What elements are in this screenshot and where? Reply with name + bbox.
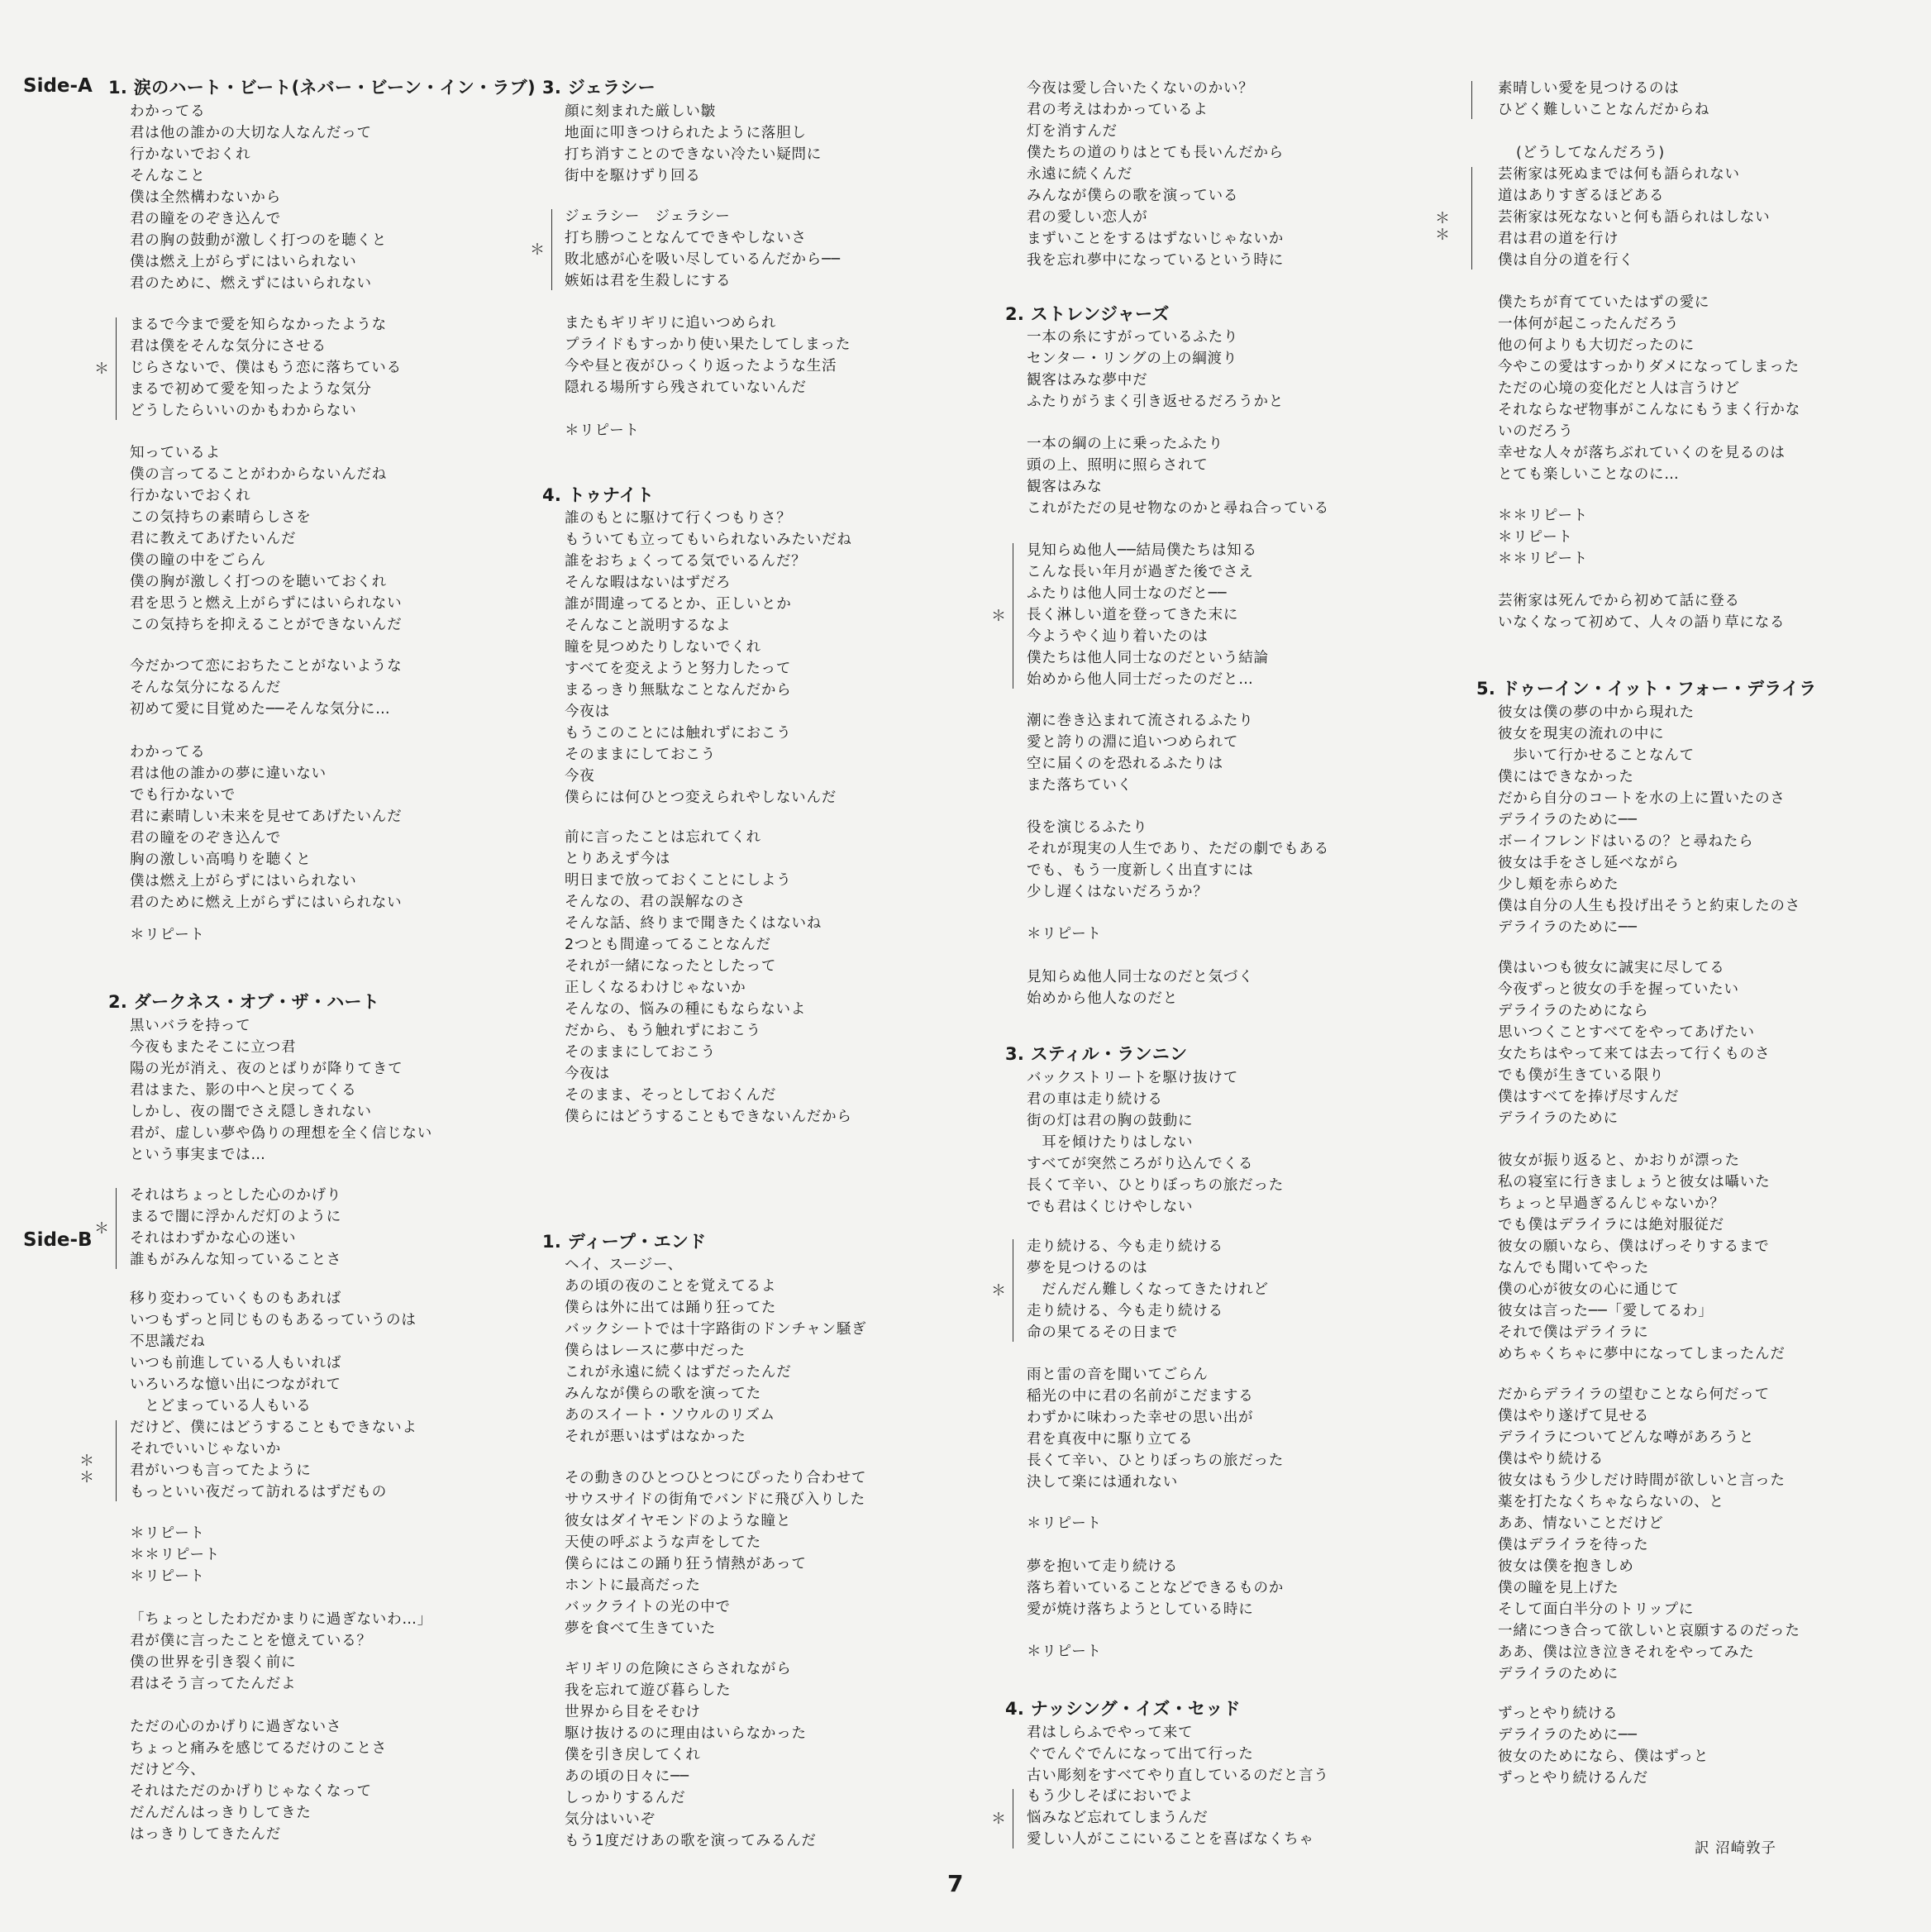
lyric-line: いのだろう	[1498, 423, 1574, 440]
lyric-line: また落ちていく	[1027, 777, 1132, 794]
lyric-line: 君のために燃え上がらずにはいられない	[130, 894, 403, 911]
lyric-line: もういても立ってもいられないみたいだね	[565, 532, 852, 548]
lyric-line: 君の胸の鼓動が激しく打つのを聴くと	[130, 232, 388, 249]
lyric-line: 道はありすぎるほどある	[1498, 188, 1665, 204]
lyric-line: 長く淋しい道を登ってきた末に	[1027, 607, 1239, 623]
lyric-line: だけど、僕にはどうすることもできないよ	[130, 1419, 417, 1436]
lyric-line: これがただの見せ物なのかと尋ね合っている	[1027, 500, 1329, 517]
lyric-line: 少し頬を赤らめた	[1498, 876, 1619, 893]
lyric-line: 君の瞳をのぞき込んで	[130, 830, 281, 847]
lyric-line: それはわずかな心の迷い	[130, 1230, 297, 1247]
lyric-line: いろいろな憶い出につながれて	[130, 1376, 341, 1393]
lyric-line: 僕たちが育てていたはずの愛に	[1498, 294, 1710, 311]
lyric-line: 役を演じるふたり	[1027, 819, 1148, 836]
lyric-line: それが一緒になったとしたって	[565, 958, 777, 975]
lyric-line: 彼女を現実の流れの中に	[1498, 726, 1665, 742]
lyric-line: みんなが僕らの歌を演っている	[1027, 188, 1239, 204]
lyric-line: 見知らぬ他人同士なのだと気づく	[1027, 969, 1254, 985]
lyric-line: 始めから他人同士だったのだと…	[1027, 671, 1254, 688]
lyric-line: 走り続ける、今も走り続ける	[1027, 1303, 1223, 1319]
lyric-line: ちょっと痛みを感じてるだけのことさ	[130, 1740, 388, 1757]
lyric-line: もうこのことには触れずにおこう	[565, 725, 792, 742]
lyric-line: 僕は自分の人生も投げ出そうと約束したのさ	[1498, 898, 1800, 914]
lyric-line: 隠れる場所すら残されていないんだ	[565, 379, 807, 396]
lyric-line: 今夜ずっと彼女の手を握っていたい	[1498, 981, 1739, 998]
lyric-line: それはちょっとした心のかげり	[130, 1187, 342, 1204]
lyric-line: あの頃の日々に──	[565, 1768, 689, 1785]
lyric-line: 今夜	[565, 768, 595, 785]
chorus-bracket	[1471, 81, 1472, 119]
lyric-line: いつも前進している人もいれば	[130, 1355, 342, 1371]
lyric-line: ＊リピート	[130, 927, 205, 943]
lyric-line: デライラのために	[1498, 1110, 1619, 1127]
lyric-line: 素晴しい愛を見つけるのは	[1498, 80, 1680, 97]
lyric-line: ずっとやり続けるんだ	[1498, 1770, 1648, 1787]
lyric-line: 歩いて行かせることなんて	[1498, 747, 1695, 764]
lyric-line: そのままにしておこう	[565, 1044, 716, 1061]
lyric-line: 瞳を見つめたりしないでくれ	[565, 639, 761, 656]
lyric-line: ホントに最高だった	[565, 1577, 701, 1594]
lyric-line: でも行かないで	[130, 787, 236, 804]
lyric-line: ああ、情ないことだけど	[1498, 1515, 1664, 1532]
lyric-line: ＊リピート	[1027, 1643, 1102, 1660]
chorus-bracket	[116, 1420, 117, 1501]
lyric-line: ふたりがうまく引き返せるだろうかと	[1027, 394, 1285, 410]
lyric-line: 女たちはやって来ては去って行くものさ	[1498, 1046, 1771, 1062]
lyric-line: 君の車は走り続ける	[1027, 1091, 1163, 1108]
chorus-marker: ＊	[530, 241, 545, 259]
song-title: 4. ナッシング・イズ・セッド	[1005, 1699, 1241, 1719]
lyric-line: 前に言ったことは忘れてくれ	[565, 829, 761, 846]
lyric-line: 夢を抱いて走り続ける	[1027, 1558, 1178, 1575]
lyric-line: 2つとも間違ってることなんだ	[565, 937, 771, 953]
lyric-line: ぐでんぐでんになって出て行った	[1027, 1746, 1254, 1763]
lyric-line: 彼女は言った──「愛してるわ」	[1498, 1303, 1714, 1319]
lyric-line: 知っているよ	[130, 445, 221, 461]
lyric-line: 一本の綱の上に乗ったふたり	[1027, 436, 1223, 452]
lyric-line: でも僕はデライラには絶対服従だ	[1498, 1217, 1724, 1233]
chorus-marker: ＊	[94, 1220, 109, 1238]
side-label: Side-A	[23, 75, 93, 97]
lyric-line: ＊リピート	[1027, 1515, 1102, 1532]
lyric-line: 君はそう言ってたんだよ	[130, 1676, 297, 1692]
lyric-line: 彼女はダイヤモンドのような瞳と	[565, 1513, 792, 1529]
lyric-line: 僕らはレースに夢中だった	[565, 1343, 746, 1359]
lyric-line: 耳を傾けたりはしない	[1027, 1134, 1194, 1151]
chorus-bracket	[1471, 167, 1472, 270]
lyric-line: 我を忘れ夢中になっているという時に	[1027, 252, 1285, 269]
lyric-line: 君はしらふでやって来て	[1027, 1724, 1194, 1741]
lyric-line: そのまま、そっとしておくんだ	[565, 1087, 777, 1104]
lyric-line: ふたりは他人同士なのだと──	[1027, 585, 1228, 602]
lyric-line: 愛と誇りの淵に追いつめられて	[1027, 734, 1239, 751]
lyric-line: 我を忘れて遊び暮らした	[565, 1682, 732, 1699]
lyric-line: ひどく難しいことなんだからね	[1498, 102, 1710, 118]
lyric-line: バックシートでは十字路街のドンチャン騒ぎ	[565, 1321, 867, 1338]
lyric-line: 僕はやり続ける	[1498, 1451, 1604, 1467]
chorus-bracket	[116, 1188, 117, 1269]
lyric-line: その動きのひとつひとつにぴったり合わせて	[565, 1470, 867, 1486]
lyric-line: 君を思うと燃え上がらずにはいられない	[130, 595, 403, 612]
lyric-line: デライラのために	[1498, 1666, 1619, 1682]
lyric-line: ただの心のかげりに過ぎないさ	[130, 1719, 342, 1735]
lyric-line: 命の果てるその日まで	[1027, 1324, 1178, 1341]
lyric-line: まるで闇に浮かんだ灯のように	[130, 1209, 342, 1225]
song-title: 1. 涙のハート・ビート(ネバー・ビーン・イン・ラブ)	[108, 78, 536, 98]
lyric-line: それが現実の人生であり、ただの劇でもある	[1027, 841, 1329, 857]
lyric-line: とどまっている人もいる	[130, 1398, 312, 1414]
lyric-line: 彼女は僕の夢の中から現れた	[1498, 704, 1695, 721]
lyric-line: 僕らは外に出ては踊り狂ってた	[565, 1300, 777, 1316]
lyric-line: そんな暇はないはずだろ	[565, 575, 732, 591]
chorus-marker: ＊＊	[1435, 210, 1450, 244]
lyric-line: 君が僕に言ったことを憶えている？	[130, 1633, 372, 1649]
lyric-line: 街中を駆けずり回る	[565, 168, 701, 184]
lyric-line: じらさないで、僕はもう恋に落ちている	[130, 360, 402, 376]
chorus-bracket	[116, 317, 117, 420]
lyric-line: (どうしてなんだろう)	[1516, 145, 1665, 161]
lyric-line: それで僕はデライラに	[1498, 1324, 1649, 1341]
lyric-line: 今ようやく辿り着いたのは	[1027, 628, 1209, 645]
lyric-line: 始めから他人なのだと	[1027, 990, 1178, 1007]
lyric-line: 永遠に続くんだ	[1027, 166, 1133, 183]
lyric-line: 君は他の誰かの大切な人なんだって	[130, 125, 372, 141]
lyric-line: 嫉妬は君を生殺しにする	[565, 273, 732, 289]
chorus-marker: ＊	[991, 608, 1006, 625]
lyric-line: 僕の世界を引き裂く前に	[130, 1654, 297, 1671]
lyric-line: 僕はいつも彼女に誠実に尽してる	[1498, 960, 1725, 976]
lyric-line: 君は他の誰かの夢に違いない	[130, 766, 327, 782]
lyric-line: ＊＊リピート	[1498, 508, 1589, 524]
lyric-line: 走り続ける、今も走り続ける	[1027, 1238, 1223, 1255]
lyric-line: 今夜は	[565, 1066, 610, 1082]
lyric-line: そんな話、終りまで聞きたくはないね	[565, 915, 822, 932]
chorus-marker: ＊＊	[79, 1453, 94, 1486]
lyric-line: 初めて愛に目覚めた──そんな気分に…	[130, 701, 391, 718]
lyric-line: 世界から目をそむけ	[565, 1704, 701, 1720]
lyric-line: みんなが僕らの歌を演ってた	[565, 1386, 761, 1402]
lyric-line: 僕の瞳の中をごらん	[130, 552, 266, 569]
chorus-marker: ＊	[991, 1282, 1006, 1300]
chorus-marker: ＊	[94, 360, 109, 378]
lyric-line: 長くて辛い、ひとりぼっちの旅だった	[1027, 1177, 1285, 1194]
lyric-line: めちゃくちゃに夢中になってしまったんだ	[1498, 1346, 1786, 1362]
lyric-line: ちょっと早過ぎるんじゃないか？	[1498, 1195, 1725, 1212]
lyric-line: 今夜もまたそこに立つ君	[130, 1039, 297, 1056]
lyric-line: ボーイフレンドはいるの？と尋ねたら	[1498, 833, 1754, 850]
lyric-line: そのままにしておこう	[565, 747, 716, 763]
lyric-line: 長くて辛い、ひとりぼっちの旅だった	[1027, 1453, 1285, 1469]
lyric-line: 移り変わっていくものもあれば	[130, 1290, 342, 1307]
lyric-line: 一本の糸にすがっているふたり	[1027, 329, 1239, 346]
lyric-line: 僕たちは他人同士なのだという結論	[1027, 650, 1269, 666]
lyric-line: それならなぜ物事がこんなにもうまく行かな	[1498, 402, 1800, 418]
lyric-line: 私の寝室に行きましょうと彼女は囁いた	[1498, 1174, 1771, 1190]
lyric-line: 古い彫刻をすべてやり直しているのだと言う	[1027, 1767, 1329, 1784]
lyric-line: それでいいじゃないか	[130, 1441, 281, 1457]
lyric-line: こんな長い年月が過ぎた後でさえ	[1027, 564, 1254, 580]
lyric-line: わかってる	[130, 744, 206, 761]
lyric-line: はっきりしてきたんだ	[130, 1826, 281, 1843]
lyric-line: 君は君の道を行け	[1498, 231, 1619, 247]
song-title: 3. ジェラシー	[542, 78, 656, 98]
lyric-line: 観客はみな	[1027, 479, 1103, 495]
lyric-line: もう少しそばにおいでよ	[1027, 1788, 1194, 1805]
chorus-bracket	[551, 209, 552, 290]
lyric-line: 天使の呼ぶような声をしてた	[565, 1534, 761, 1551]
lyric-line: 駆け抜けるのに理由はいらなかった	[565, 1725, 807, 1742]
lyric-line: 行かないでおくれ	[130, 488, 251, 504]
lyric-line: とりあえず今は	[565, 851, 671, 867]
translator-credit: 訳 沼崎敦子	[1695, 1840, 1777, 1857]
lyric-line: 幸せな人々が落ちぶれていくのを見るのは	[1498, 445, 1786, 461]
lyric-line: 見知らぬ他人──結局僕たちは知る	[1027, 542, 1257, 559]
lyric-line: 一緒につき合って欲しいと哀願するのだった	[1498, 1623, 1800, 1639]
lyric-line: 今やこの愛はすっかりダメになってしまった	[1498, 359, 1800, 375]
lyric-line: デライラのためになら	[1498, 1003, 1649, 1019]
lyric-line: 彼女は僕を抱きしめ	[1498, 1558, 1634, 1575]
lyric-line: ギリギリの危険にさらされながら	[565, 1661, 792, 1677]
lyric-line: ああ、僕は泣き泣きそれをやってみた	[1498, 1644, 1755, 1661]
lyric-line: 誰が間違ってるとか、正しいとか	[565, 596, 792, 613]
lyric-line: 今夜は愛し合いたくないのかい？	[1027, 80, 1254, 97]
lyric-line: 他の何よりも大切だったのに	[1498, 337, 1695, 354]
lyric-line: 空に届くのを恐れるふたりは	[1027, 756, 1223, 772]
lyric-line: まずいことをするはずないじゃないか	[1027, 231, 1285, 247]
lyric-line: もう1度だけあの歌を演ってみるんだ	[565, 1833, 817, 1849]
lyric-line: 明日まで放っておくことにしよう	[565, 872, 792, 889]
lyric-line: だけど今、	[130, 1762, 206, 1778]
lyric-line: 今だかつて恋におちたことがないような	[130, 658, 403, 675]
lyric-line: 君に素晴しい未来を見せてあげたいんだ	[130, 809, 403, 825]
lyric-line: 決して楽には通れない	[1027, 1474, 1178, 1491]
lyric-line: 頭の上、照明に照らされて	[1027, 457, 1209, 474]
lyric-line: 芸術家は死なないと何も語られはしない	[1498, 209, 1771, 226]
lyric-line: それはただのかげりじゃなくなって	[130, 1783, 372, 1800]
song-title: 2. ストレンジャーズ	[1005, 304, 1170, 324]
lyric-line: 僕は燃え上がらずにはいられない	[130, 873, 357, 890]
lyric-line: すべてを変えようと努力したって	[565, 661, 792, 677]
lyric-line: という事実までは…	[130, 1147, 266, 1163]
lyric-line: 悩みなど忘れてしまうんだ	[1027, 1810, 1209, 1826]
lyric-line: 僕は全然構わないから	[130, 189, 281, 206]
lyric-line: 胸の激しい高鳴りを聴くと	[130, 852, 312, 868]
lyric-line: 今や昼と夜がひっくり返ったような生活	[565, 358, 837, 374]
chorus-marker: ＊	[991, 1810, 1006, 1828]
lyric-line: 君の瞳をのぞき込んで	[130, 211, 281, 227]
lyric-line: まるっきり無駄なことなんだから	[565, 682, 792, 699]
lyric-line: しっかりするんだ	[565, 1790, 686, 1806]
lyric-line: 僕は自分の道を行く	[1498, 252, 1634, 269]
lyric-line: 打ち勝つことなんてできやしないさ	[565, 230, 807, 246]
lyric-line: 少し遅くはないだろうか？	[1027, 884, 1209, 900]
lyric-line: だんだんはっきりしてきた	[130, 1805, 312, 1821]
lyric-line: 薬を打たなくちゃならないの、と	[1498, 1494, 1724, 1510]
lyric-line: いつもずっと同じものもあるっていうのは	[130, 1312, 417, 1329]
lyric-line: 僕は燃え上がらずにはいられない	[130, 254, 357, 270]
lyric-line: 彼女の願いなら、僕はげっそりするまで	[1498, 1238, 1770, 1255]
song-title: 3. スティル・ランニン	[1005, 1044, 1188, 1064]
lyric-line: 陽の光が消え、夜のとばりが降りてきて	[130, 1061, 403, 1077]
lyric-line: 僕の心が彼女の心に通じて	[1498, 1281, 1680, 1298]
lyric-line: ＊＊リピート	[130, 1547, 221, 1563]
lyric-line: だから自分のコートを水の上に置いたのさ	[1498, 790, 1786, 807]
lyric-line: 僕の胸が激しく打つのを聴いておくれ	[130, 574, 388, 590]
lyric-line: だから、もう触れずにおこう	[565, 1023, 761, 1039]
lyric-line: この気持ちを抑えることができないんだ	[130, 617, 403, 633]
lyric-line: わかってる	[130, 103, 206, 120]
lyric-line: サウスサイドの街角でバンドに飛び入りした	[565, 1491, 865, 1508]
lyric-line: 君の考えはわかっているよ	[1027, 102, 1209, 118]
lyric-line: わずかに味わった幸せの思い出が	[1027, 1410, 1254, 1426]
lyric-line: デライラについてどんな噂があろうと	[1498, 1429, 1755, 1446]
lyric-line: 誰もがみんな知っていることさ	[130, 1252, 342, 1268]
lyric-line: 街の灯は君の胸の鼓動に	[1027, 1113, 1194, 1129]
lyric-line: 気分はいいぞ	[565, 1811, 656, 1828]
lyric-line: そんなこと	[130, 168, 206, 184]
lyric-line: ジェラシー ジェラシー	[565, 208, 731, 225]
lyric-line: 芸術家は死んでから初めて話に登る	[1498, 593, 1740, 609]
lyric-line: 君は僕をそんな気分にさせる	[130, 338, 327, 355]
lyric-line: 打ち消すことのできない冷たい疑問に	[565, 146, 822, 163]
lyric-line: ＊＊リピート	[1498, 551, 1589, 567]
lyric-line: 「ちょっとしたわだかまりに過ぎないわ…」	[130, 1611, 432, 1628]
lyric-line: 彼女のためになら、僕はずっと	[1498, 1748, 1709, 1765]
lyric-line: そんなの、悩みの種にもならないよ	[565, 1001, 807, 1018]
lyric-line: 僕らにはこの踊り狂う情熱があって	[565, 1556, 807, 1572]
lyric-line: 誰をおちょくってる気でいるんだ？	[565, 553, 807, 570]
lyric-line: しかし、夜の闇でさえ隠しきれない	[130, 1104, 372, 1120]
lyric-line: あのスイート・ソウルのリズム	[565, 1407, 775, 1424]
lyric-line: 誰のもとに駆けて行くつもりさ？	[565, 510, 792, 527]
song-title: 4. トゥナイト	[542, 485, 655, 505]
lyric-line: 僕の瞳を見上げた	[1498, 1580, 1619, 1596]
lyric-line: まるで今まで愛を知らなかったような	[130, 317, 387, 333]
lyric-line: 顔に刻まれた厳しい皺	[565, 103, 716, 120]
lyric-line: まるで初めて愛を知ったような気分	[130, 381, 372, 398]
lyric-line: ＊リピート	[1498, 529, 1573, 546]
lyric-line: でも、もう一度新しく出直すには	[1027, 862, 1254, 879]
lyric-line: 僕はすべてを捧げ尽すんだ	[1498, 1089, 1680, 1105]
lyric-line: 君を真夜中に駆り立てる	[1027, 1431, 1194, 1448]
lyric-line: 僕はやり遂げて見せる	[1498, 1408, 1649, 1424]
lyric-line: あの頃の夜のことを覚えてるよ	[565, 1278, 777, 1295]
lyric-line: デライラのために──	[1498, 919, 1638, 936]
lyric-line: プライドもすっかり使い果たしてしまった	[565, 336, 851, 353]
lyric-line: そんな気分になるんだ	[130, 680, 281, 696]
lyric-line: またもギリギリに追いつめられ	[565, 315, 777, 332]
lyric-line: 彼女は手をさし延べながら	[1498, 855, 1680, 871]
lyric-line: そして面白半分のトリップに	[1498, 1601, 1695, 1618]
lyric-line: 今夜は	[565, 704, 610, 720]
lyric-line: 正しくなるわけじゃないか	[565, 980, 746, 996]
lyric-line: 僕はデライラを待った	[1498, 1537, 1649, 1553]
lyric-line: 観客はみな夢中だ	[1027, 372, 1148, 389]
song-title: 1. ディープ・エンド	[542, 1232, 707, 1252]
lyric-line: ＊リピート	[1027, 926, 1102, 942]
lyric-line: 君のために、燃えずにはいられない	[130, 275, 372, 292]
lyric-line: 夢を見つけるのは	[1027, 1260, 1148, 1276]
lyric-line: 君の愛しい恋人が	[1027, 209, 1148, 226]
lyric-line: これが永遠に続くはずだったんだ	[565, 1364, 792, 1381]
lyric-line: 灯を消すんだ	[1027, 123, 1118, 140]
lyric-line: バックストリートを駆け抜けて	[1027, 1070, 1239, 1086]
lyric-line: デライラのために──	[1498, 812, 1638, 828]
lyric-line: 芸術家は死ぬまでは何も語られない	[1498, 166, 1740, 183]
lyric-line: この気持ちの素晴らしさを	[130, 509, 312, 526]
lyric-line: デライラのために──	[1498, 1727, 1638, 1744]
lyric-line: 君に教えてあげたいんだ	[130, 531, 297, 547]
lyric-line: それが悪いはずはなかった	[565, 1429, 746, 1445]
lyric-line: でも君はくじけやしない	[1027, 1199, 1194, 1215]
lyric-line: 僕らにはどうすることもできないんだから	[565, 1109, 852, 1125]
lyric-line: ただの心境の変化だと人は言うけど	[1498, 380, 1740, 397]
lyric-line: 一体何が起こったんだろう	[1498, 316, 1680, 332]
lyric-line: だからデライラの望むことなら何だって	[1498, 1386, 1770, 1403]
lyric-line: 落ち着いていることなどできるものか	[1027, 1580, 1285, 1596]
lyric-line: 夢を食べて生きていた	[565, 1620, 716, 1637]
lyric-line: 僕の言ってることがわからないんだね	[130, 466, 388, 483]
lyric-line: 僕たちの道のりはとても長いんだから	[1027, 145, 1285, 161]
lyric-line: 君が、虚しい夢や偽りの理想を全く信じない	[130, 1125, 432, 1142]
lyric-line: 彼女はもう少しだけ時間が欲しいと言った	[1498, 1472, 1786, 1489]
song-title: 2. ダークネス・オブ・ザ・ハート	[108, 992, 380, 1012]
lyric-line: 僕を引き戻してくれ	[565, 1747, 701, 1763]
lyric-line: いなくなって初めて、人々の語り草になる	[1498, 614, 1786, 631]
lyric-line: ずっとやり続ける	[1498, 1705, 1619, 1722]
lyric-line: ＊リピート	[130, 1525, 205, 1542]
lyric-line: そんなこと説明するなよ	[565, 618, 732, 634]
lyric-line: そんなの、君の誤解なのさ	[565, 894, 746, 910]
page-number: 7	[947, 1870, 964, 1897]
song-title: 5. ドゥーイン・イット・フォー・デライラ	[1476, 679, 1817, 699]
lyric-line: 君がいつも言ってたように	[130, 1462, 312, 1479]
lyric-line: 彼女が振り返ると、かおりが漂った	[1498, 1152, 1740, 1169]
lyric-line: とても楽しいことなのに…	[1498, 466, 1680, 483]
lyric-line: どうしたらいいのかもわからない	[130, 403, 357, 419]
lyric-line: 愛しい人がここにいることを喜ばなくちゃ	[1027, 1831, 1314, 1848]
lyric-line: ＊リピート	[130, 1568, 205, 1585]
lyric-line: 思いつくことすべてをやってあげたい	[1498, 1024, 1755, 1041]
lyric-line: だんだん難しくなってきたけれど	[1027, 1281, 1269, 1298]
lyric-line: 稲光の中に君の名前がこだまする	[1027, 1388, 1254, 1405]
lyric-line: 潮に巻き込まれて流されるふたり	[1027, 713, 1254, 729]
lyric-line: 雨と雷の音を聞いてごらん	[1027, 1367, 1209, 1383]
lyric-line: でも僕が生きている限り	[1498, 1067, 1665, 1084]
lyric-line: 地面に叩きつけられたように落胆し	[565, 125, 807, 141]
lyric-line: 敗北感が心を吸い尽しているんだから──	[565, 251, 841, 268]
lyric-line: 行かないでおくれ	[130, 146, 251, 163]
lyric-line: ヘイ、スージー、	[565, 1257, 683, 1273]
side-label: Side-B	[23, 1229, 93, 1251]
lyric-line: もっといい夜だって訪れるはずだもの	[130, 1484, 388, 1500]
lyric-line: ＊リピート	[565, 422, 640, 439]
lyric-line: 黒いバラを持って	[130, 1018, 251, 1034]
lyric-line: 愛が焼け落ちようとしている時に	[1027, 1601, 1254, 1618]
lyric-line: センター・リングの上の綱渡り	[1027, 351, 1238, 367]
lyric-line: なんでも聞いてやった	[1498, 1260, 1649, 1276]
lyric-line: 君はまた、影の中へと戻ってくる	[130, 1082, 357, 1099]
lyric-line: 僕らには何ひとつ変えられやしないんだ	[565, 789, 837, 806]
lyric-line: すべてが突然ころがり込んでくる	[1027, 1156, 1254, 1172]
lyric-line: 不思議だね	[130, 1333, 206, 1350]
lyric-line: バックライトの光の中で	[565, 1599, 731, 1615]
lyric-line: 僕にはできなかった	[1498, 769, 1634, 785]
